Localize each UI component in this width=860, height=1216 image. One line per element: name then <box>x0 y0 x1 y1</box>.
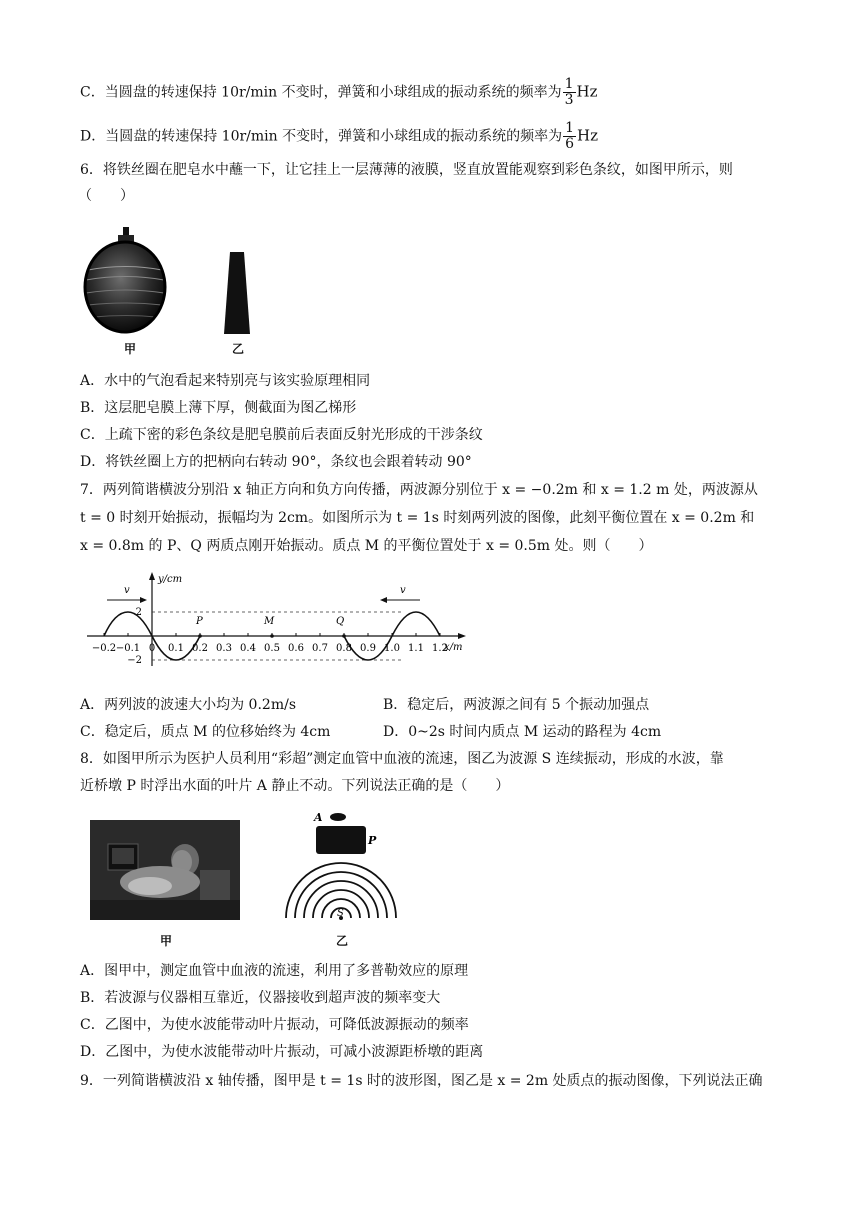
q8-figure-a-ultrasound-photo <box>90 820 240 920</box>
q8-stem-line1: 8．如图甲所示为医护人员利用“彩超”测定血管中血液的流速，图乙为波源 S 连续振动，形成的水波，靠 <box>80 751 724 767</box>
y-axis-label: y/cm <box>158 574 183 585</box>
x-tick-label: 0 <box>148 643 156 654</box>
x-tick-label: 0.3 <box>216 643 232 654</box>
q5-option-c-unit: Hz <box>576 82 598 101</box>
point-M-label: M <box>264 616 275 627</box>
q5-option-c-text: C．当圆盘的转速保持 10r/min 不变时，弹簧和小球组成的振动系统的频率为 <box>80 84 562 101</box>
q7-stem-line3: x = 0.8m 的 P、Q 两质点刚开始振动。质点 M 的平衡位置处于 x = 0.5m 处。则（ ） <box>80 538 653 554</box>
x-tick-label: 0.4 <box>240 643 256 654</box>
x-tick-label: 0.9 <box>360 643 376 654</box>
q6-option-a: A．水中的气泡看起来特别亮与该实验原理相同 <box>80 373 371 389</box>
q7-option-b: B．稳定后，两波源之间有 5 个振动加强点 <box>383 697 650 713</box>
q7-option-c: C．稳定后，质点 M 的位移始终为 4cm <box>80 724 331 740</box>
q7-stem-line1: 7．两列简谐横波分别沿 x 轴正方向和负方向传播，两波源分别位于 x = −0.2m 和 x = 1.2 m 处，两波源从 <box>80 482 758 498</box>
q8-stem-line2: 近桥墩 P 时浮出水面的叶片 A 静止不动。下列说法正确的是（ ） <box>80 778 510 794</box>
q8-option-d: D．乙图中，为使水波能带动叶片振动，可减小波源距桥墩的距离 <box>80 1044 484 1060</box>
q6-figure-b-trapezoid <box>222 250 252 336</box>
v-right-label: v <box>400 585 406 596</box>
q5-option-c-fraction: $\frac{1}{3}$ <box>564 76 574 108</box>
x-tick-label: 1.0 <box>384 643 400 654</box>
x-tick-label: −0.1 <box>115 643 141 654</box>
v-left-label: v <box>124 585 130 596</box>
q5-option-d-unit: Hz <box>577 126 599 145</box>
q7-wave-graph <box>82 568 472 668</box>
point-Q-label: Q <box>336 616 345 627</box>
y-tick-2: 2 <box>135 607 142 618</box>
q5-option-c <box>80 77 598 108</box>
y-tick-neg2: −2 <box>127 655 142 666</box>
x-tick-label: 0.1 <box>168 643 184 654</box>
x-tick-label: 0.7 <box>312 643 328 654</box>
x-tick-label: −0.2 <box>91 643 117 654</box>
q9-stem-line1: 9．一列简谐横波沿 x 轴传播，图甲是 t = 1s 时的波形图，图乙是 x = 2m 处质点的振动图像，下列说法正确 <box>80 1073 763 1089</box>
q6-figure-a-label: 甲 <box>124 342 137 356</box>
x-tick-label: 1.2 <box>432 643 448 654</box>
q8-option-b: B．若波源与仪器相互靠近，仪器接收到超声波的频率变大 <box>80 990 441 1006</box>
bridge-pier-P <box>316 826 366 854</box>
q7-stem-line2: t = 0 时刻开始振动，振幅均为 2cm。如图所示为 t = 1s 时刻两列波的图像，此刻平衡位置在 x = 0.2m 和 <box>80 510 755 526</box>
x-tick-label: 0.8 <box>336 643 352 654</box>
q5-option-d <box>80 121 598 152</box>
q7-option-d: D．0~2s 时间内质点 M 运动的路程为 4cm <box>383 724 662 740</box>
q8-option-c: C．乙图中，为使水波能带动叶片振动，可降低波源振动的频率 <box>80 1017 469 1033</box>
q8-option-a: A．图甲中，测定血管中血液的流速，利用了多普勒效应的原理 <box>80 963 469 979</box>
q5-option-d-fraction: $\frac{1}{6}$ <box>565 120 575 152</box>
leaf-A-label: A <box>314 811 323 824</box>
q8-figure-b-water-waves <box>278 808 408 936</box>
q8-figure-a-label: 甲 <box>160 934 173 948</box>
q6-figure-b-label: 乙 <box>232 342 245 356</box>
x-tick-label: 0.6 <box>288 643 304 654</box>
q5-option-d-text: D．当圆盘的转速保持 10r/min 不变时，弹簧和小球组成的振动系统的频率为 <box>80 128 563 145</box>
pier-P-label: P <box>368 834 377 847</box>
x-tick-label: 1.1 <box>408 643 424 654</box>
x-axis-label: x/m <box>444 642 463 653</box>
q6-option-c: C．上疏下密的彩色条纹是肥皂膜前后表面反射光形成的干涉条纹 <box>80 427 483 443</box>
q6-stem-line2: （ ） <box>78 188 134 204</box>
leaf-A <box>330 813 346 821</box>
point-P-label: P <box>196 616 203 627</box>
q6-figure-a-soap-film <box>80 225 170 337</box>
q7-option-a: A．两列波的波速大小均为 0.2m/s <box>80 697 297 713</box>
q8-figure-b-label: 乙 <box>336 934 349 948</box>
source-S-label: S <box>337 908 344 919</box>
x-tick-label: 0.2 <box>192 643 208 654</box>
q6-option-b: B．这层肥皂膜上薄下厚，侧截面为图乙梯形 <box>80 400 357 416</box>
x-tick-label: 0.5 <box>264 643 280 654</box>
q6-stem-line1: 6．将铁丝圈在肥皂水中蘸一下，让它挂上一层薄薄的液膜，竖直放置能观察到彩色条纹，如图甲所示，则 <box>80 162 733 178</box>
q6-option-d: D．将铁丝圈上方的把柄向右转动 90°，条纹也会跟着转动 90° <box>80 454 472 470</box>
